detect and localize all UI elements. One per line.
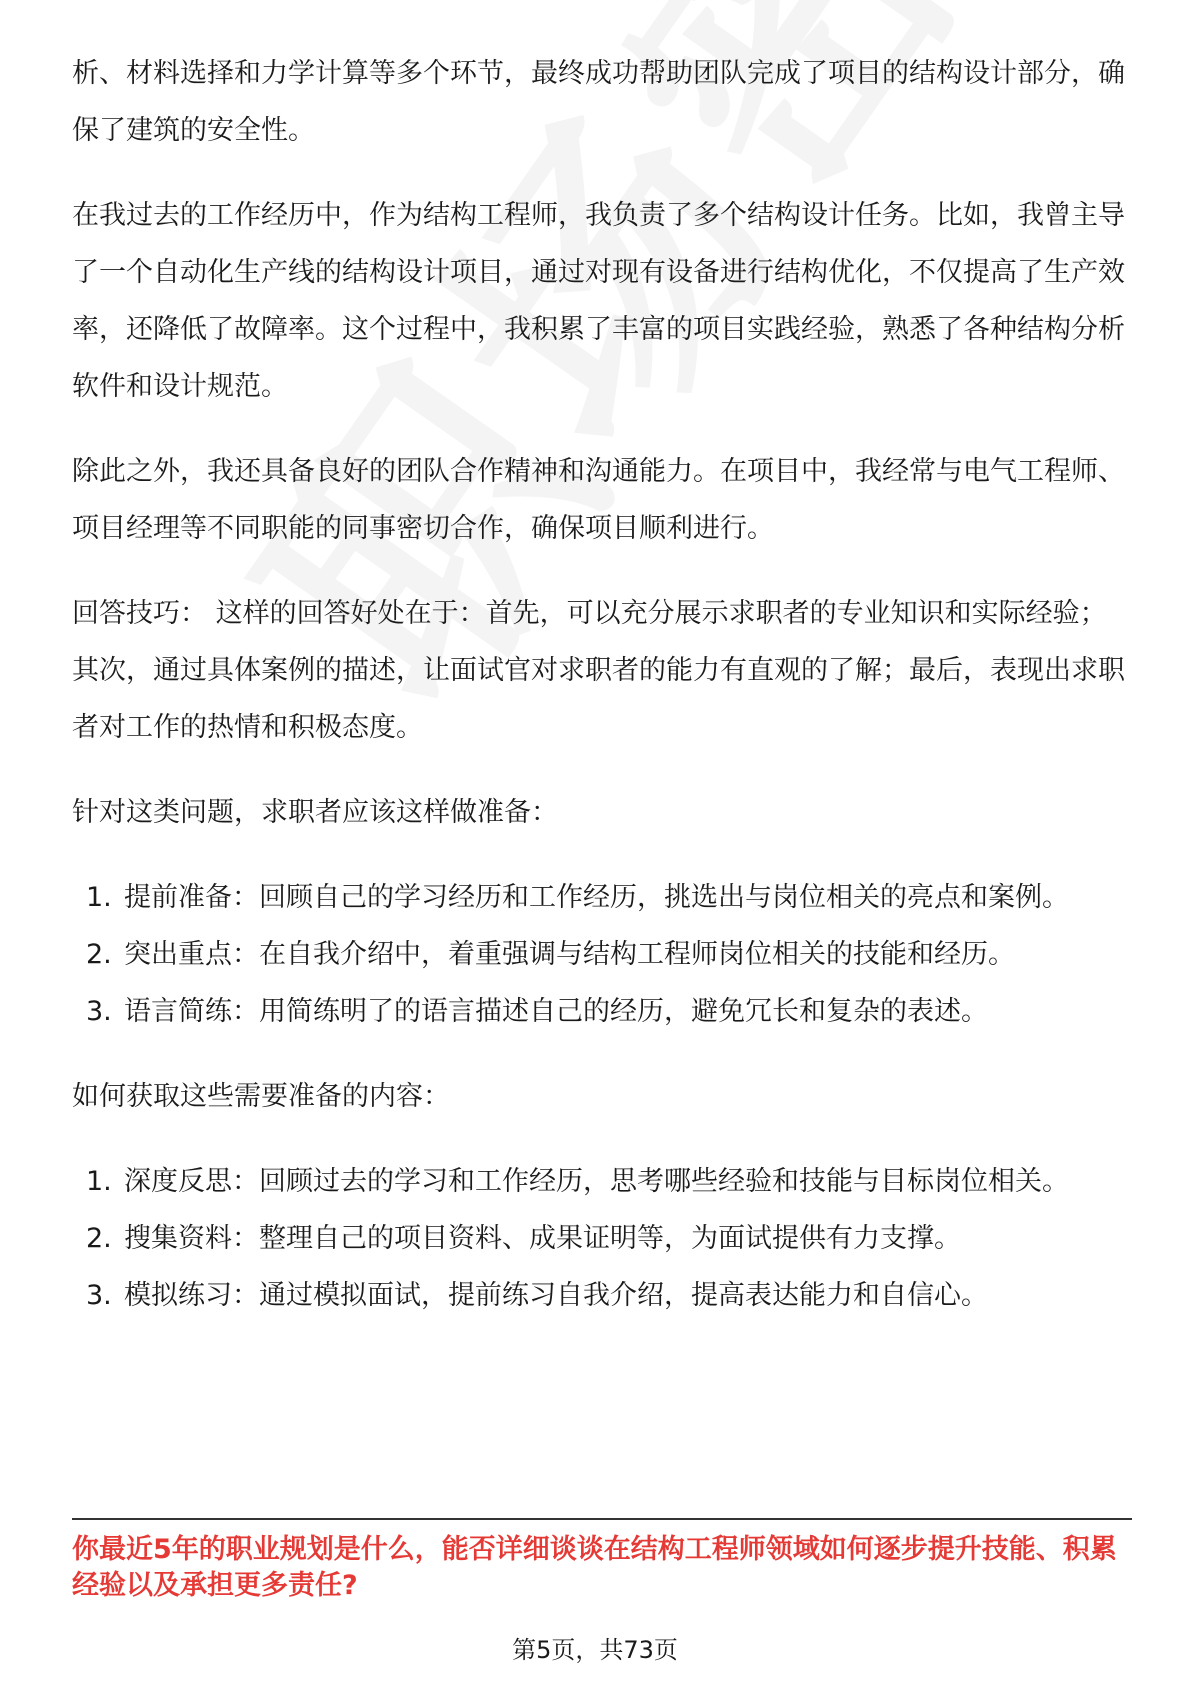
- list-item-text: 搜集资料：整理自己的项目资料、成果证明等，为面试提供有力支撑。: [124, 1223, 961, 1254]
- list-number: 3.: [86, 996, 112, 1027]
- list-number: 2.: [86, 939, 112, 970]
- list-item: [72, 1210, 1132, 1267]
- list-number: 2.: [86, 1223, 112, 1254]
- paragraph: 除此之外，我还具备良好的团队合作精神和沟通能力。在项目中，我经常与电气工程师、项目经理等不同职能的同事密切合作，确保项目顺利进行。: [72, 456, 1125, 544]
- list-item-text: 突出重点：在自我介绍中，着重强调与结构工程师岗位相关的技能和经历。: [124, 939, 1015, 970]
- list-item-text: 深度反思：回顾过去的学习和工作经历，思考哪些经验和技能与目标岗位相关。: [124, 1166, 1069, 1197]
- list-item-text: 提前准备：回顾自己的学习经历和工作经历，挑选出与岗位相关的亮点和案例。: [124, 882, 1069, 913]
- content-source-intro: 如何获取这些需要准备的内容：: [72, 1081, 450, 1112]
- list-number: 1.: [86, 882, 112, 913]
- section-divider: [72, 1518, 1132, 1520]
- list-item: [72, 1153, 1132, 1210]
- next-question-heading: 你最近5年的职业规划是什么，能否详细谈谈在结构工程师领域如何逐步提升技能、积累经验以及承担更多责任?: [72, 1534, 1117, 1601]
- preparation-intro: 针对这类问题，求职者应该这样做准备：: [72, 797, 558, 828]
- page-number: 第5页，共73页: [512, 1636, 678, 1664]
- list-item: [72, 926, 1132, 983]
- answer-tips-paragraph: 回答技巧： 这样的回答好处在于：首先，可以充分展示求职者的专业知识和实际经验；其次，通过具体案例的描述，让面试官对求职者的能力有直观的了解；最后，表现出求职者对工作的热情和积极态度。: [72, 598, 1125, 743]
- list-item: [72, 983, 1132, 1040]
- list-item: [72, 869, 1132, 926]
- list-item-text: 语言简练：用简练明了的语言描述自己的经历，避免冗长和复杂的表述。: [124, 996, 988, 1027]
- list-item: [72, 1267, 1132, 1324]
- preparation-list: [72, 869, 1132, 1040]
- document-body: [72, 45, 1132, 1352]
- list-number: 3.: [86, 1280, 112, 1311]
- paragraph: 在我过去的工作经历中，作为结构工程师，我负责了多个结构设计任务。比如，我曾主导了一个自动化生产线的结构设计项目，通过对现有设备进行结构优化，不仅提高了生产效率，还降低了故障率。这个过程中，我积累了丰富的项目实践经验，熟悉了各种结构分析软件和设计规范。: [72, 200, 1125, 402]
- list-item-text: 模拟练习：通过模拟面试，提前练习自我介绍，提高表达能力和自信心。: [124, 1280, 988, 1311]
- list-number: 1.: [86, 1166, 112, 1197]
- paragraph: 析、材料选择和力学计算等多个环节，最终成功帮助团队完成了项目的结构设计部分，确保了建筑的安全性。: [72, 58, 1125, 146]
- content-source-list: [72, 1153, 1132, 1324]
